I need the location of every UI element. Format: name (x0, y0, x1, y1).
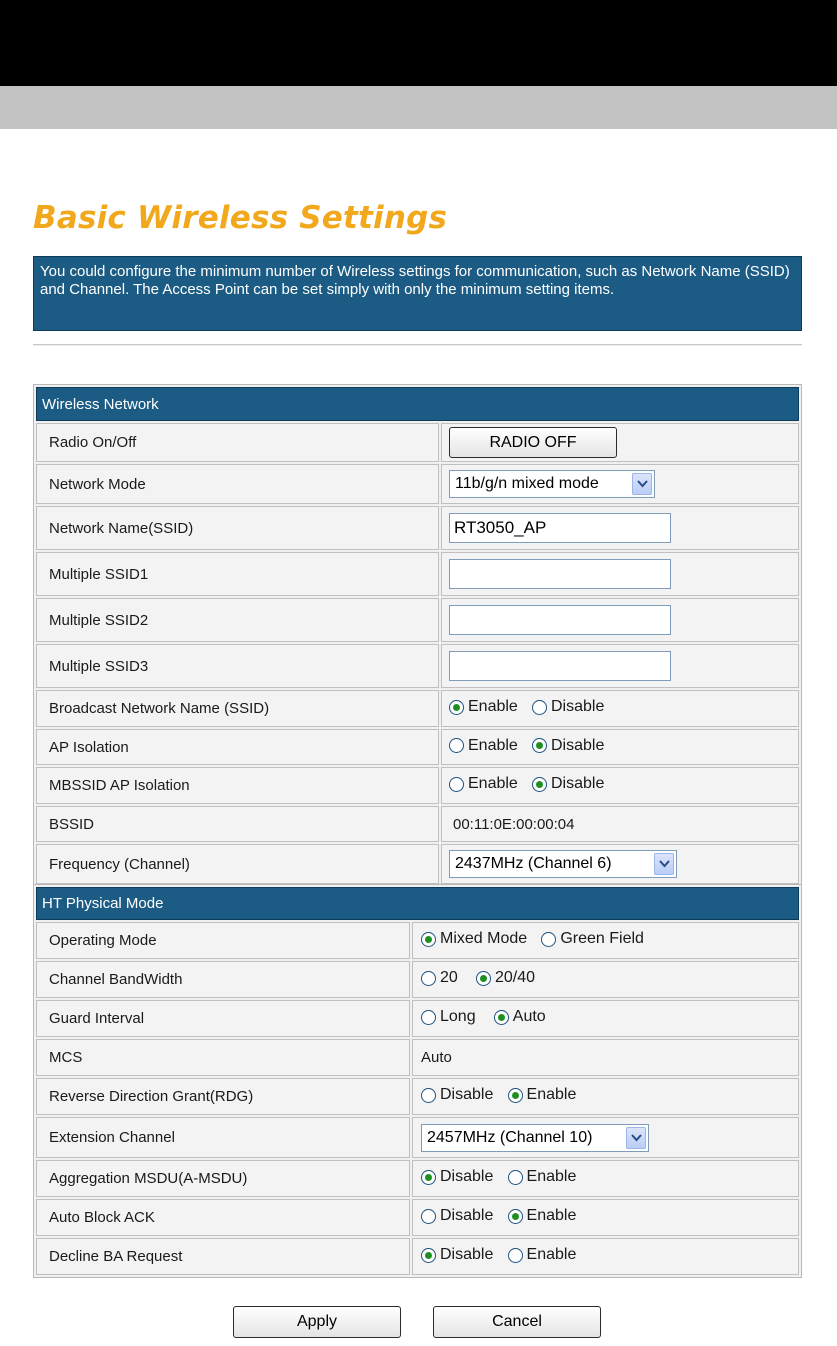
frequency-select[interactable] (449, 850, 677, 878)
page-title: Basic Wireless Settings (33, 200, 448, 236)
radio-empty-icon (508, 1248, 523, 1263)
chevron-down-icon (654, 853, 674, 875)
amsdu-disable-radio[interactable]: Disable (421, 1168, 493, 1186)
ssid-label: Network Name(SSID) (36, 506, 439, 550)
radio-selected-icon (476, 971, 491, 986)
radio-empty-icon (541, 932, 556, 947)
chevron-down-icon (632, 473, 652, 495)
chevron-down-icon (626, 1127, 646, 1149)
wireless-network-header: Wireless Network (36, 387, 799, 421)
radio-empty-icon (421, 1088, 436, 1103)
broadcast-ssid-label: Broadcast Network Name (SSID) (36, 690, 439, 727)
decline-disable-radio[interactable]: Disable (421, 1246, 493, 1264)
radio-selected-icon (508, 1209, 523, 1224)
bw-2040-radio[interactable]: 20/40 (476, 969, 535, 987)
guard-auto-radio[interactable]: Auto (494, 1008, 546, 1026)
cancel-button[interactable]: Cancel (433, 1306, 601, 1338)
ap-isolation-label: AP Isolation (36, 729, 439, 765)
mcs-value: Auto (421, 1049, 452, 1066)
mssid3-input[interactable] (449, 651, 671, 681)
radio-selected-icon (508, 1088, 523, 1103)
radio-selected-icon (421, 1248, 436, 1263)
mssid1-label: Multiple SSID1 (36, 552, 439, 596)
guard-long-radio[interactable]: Long (421, 1008, 476, 1026)
mssid2-label: Multiple SSID2 (36, 598, 439, 642)
radio-empty-icon (532, 700, 547, 715)
decline-ba-label: Decline BA Request (36, 1238, 410, 1275)
mcs-label: MCS (36, 1039, 410, 1076)
bssid-label: BSSID (36, 806, 439, 842)
mssid1-input[interactable] (449, 559, 671, 589)
ht-physical-header: HT Physical Mode (36, 887, 799, 920)
radio-empty-icon (508, 1170, 523, 1185)
mssid2-input[interactable] (449, 605, 671, 635)
auto-block-ack-label: Auto Block ACK (36, 1199, 410, 1236)
radio-selected-icon (532, 738, 547, 753)
nav-bar (0, 86, 837, 129)
extension-channel-select[interactable] (421, 1124, 649, 1152)
operating-mode-label: Operating Mode (36, 922, 410, 959)
mbssid-isolation-label: MBSSID AP Isolation (36, 767, 439, 804)
radio-selected-icon (494, 1010, 509, 1025)
bandwidth-label: Channel BandWidth (36, 961, 410, 998)
top-banner (0, 0, 837, 86)
radio-selected-icon (449, 700, 464, 715)
page-description: You could configure the minimum number of Wireless settings for communication, such as Network Name (SSID) and Channel. The Access Point can be set simply with only the minimum setting items. (33, 256, 802, 331)
divider (33, 344, 802, 346)
amsdu-label: Aggregation MSDU(A-MSDU) (36, 1160, 410, 1197)
radio-empty-icon (449, 738, 464, 753)
rdg-enable-radio[interactable]: Enable (508, 1086, 577, 1104)
radio-empty-icon (421, 1010, 436, 1025)
green-field-radio[interactable]: Green Field (541, 930, 644, 948)
ap-isolation-disable-radio[interactable]: Disable (532, 737, 604, 755)
bssid-value: 00:11:0E:00:00:04 (453, 815, 575, 833)
network-mode-value: 11b/g/n mixed mode (455, 475, 599, 492)
ht-physical-mode-table (33, 884, 802, 1278)
mixed-mode-radio[interactable]: Mixed Mode (421, 930, 527, 948)
extension-channel-label: Extension Channel (36, 1117, 410, 1158)
frequency-value: 2437MHz (Channel 6) (455, 855, 612, 872)
radio-empty-icon (449, 777, 464, 792)
rdg-disable-radio[interactable]: Disable (421, 1086, 493, 1104)
mssid3-label: Multiple SSID3 (36, 644, 439, 688)
radio-selected-icon (532, 777, 547, 792)
autoblock-disable-radio[interactable]: Disable (421, 1207, 493, 1225)
bw-20-radio[interactable]: 20 (421, 969, 458, 987)
broadcast-enable-radio[interactable]: Enable (449, 698, 518, 716)
mbssid-isolation-enable-radio[interactable]: Enable (449, 775, 518, 793)
broadcast-disable-radio[interactable]: Disable (532, 698, 604, 716)
frequency-label: Frequency (Channel) (36, 844, 439, 884)
radio-empty-icon (421, 1209, 436, 1224)
apply-button[interactable]: Apply (233, 1306, 401, 1338)
ap-isolation-enable-radio[interactable]: Enable (449, 737, 518, 755)
ssid-input[interactable] (449, 513, 671, 543)
mbssid-isolation-disable-radio[interactable]: Disable (532, 775, 604, 793)
extension-channel-value: 2457MHz (Channel 10) (427, 1128, 593, 1146)
network-mode-label: Network Mode (36, 464, 439, 504)
radio-label: Radio On/Off (36, 423, 439, 462)
radio-selected-icon (421, 932, 436, 947)
wireless-network-table (33, 384, 802, 887)
radio-selected-icon (421, 1170, 436, 1185)
decline-enable-radio[interactable]: Enable (508, 1246, 577, 1264)
radio-off-button[interactable]: RADIO OFF (449, 427, 617, 458)
radio-empty-icon (421, 971, 436, 986)
autoblock-enable-radio[interactable]: Enable (508, 1207, 577, 1225)
amsdu-enable-radio[interactable]: Enable (508, 1168, 577, 1186)
network-mode-select[interactable] (449, 470, 655, 498)
rdg-label: Reverse Direction Grant(RDG) (36, 1078, 410, 1115)
guard-interval-label: Guard Interval (36, 1000, 410, 1037)
